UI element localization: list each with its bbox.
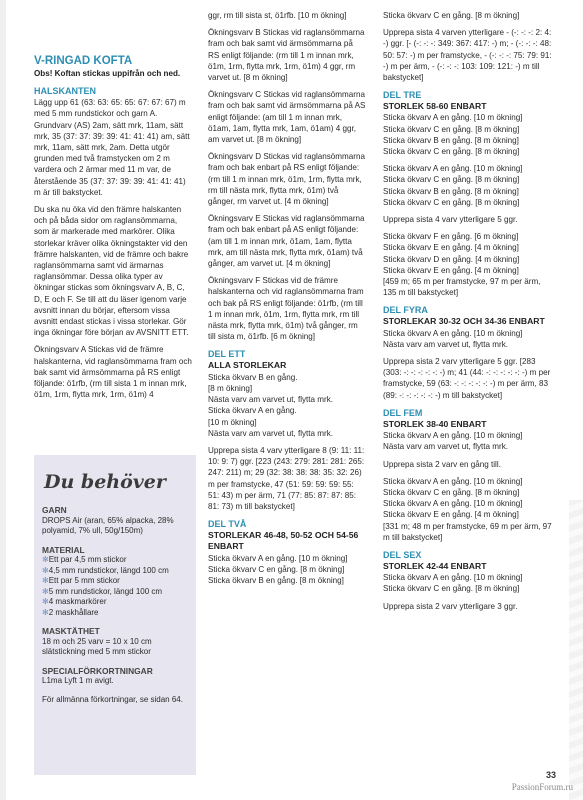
column-2 — [208, 10, 366, 586]
list-item: Sticka ökvarv A en gång. — [208, 406, 297, 416]
list-item: ✻Ett par 5 mm stickor — [42, 576, 120, 585]
list-item: Sticka ökvarv A en gång. [10 m ökning] — [383, 328, 523, 338]
list-item: Sticka ökvarv D en gång. [4 m ökning] — [383, 254, 520, 264]
yarn-text: DROPS Air (aran, 65% alpacka, 28% polyamid, 7% ull, 50g/150m) — [42, 515, 174, 535]
sizes-del-sex: STORLEK 42-44 ENBART — [383, 560, 487, 571]
list-item: Sticka ökvarv A en gång. [10 m ökning] — [383, 431, 523, 441]
increase-e-text: Ökningsvarv E Stickas vid raglansömmarna fram och bak enbart på AS enligt följande: (am till 1 m innan mrk, ö1am, 1am, flytta mrk, am till nästa mrk, flytta mrk, ö1am) två gånger, am varvet ut. [4 m ökning] — [208, 214, 365, 269]
list-item: Sticka ökvarv C en gång. [8 m ökning] — [383, 197, 520, 207]
material-list — [42, 555, 188, 618]
list-item: Sticka ökvarv A en gång. [10 m ökning] — [383, 476, 523, 486]
obs-note: Obs! Koftan stickas uppifrån och ned. — [34, 69, 181, 78]
repeat-text-ett: Upprepa sista 4 varv ytterligare 8 (9: 11: 11: 10: 9: 7) ggr. [223 (243: 279: 281: 281: 265: 247: 211) m; 29 (32: 38: 38: 38: 35: 32: 26) m per framstycke, 47 (51: 59: 59: 59: 55: 51: 43) m per ärm, 71 (77: 85: 87: 87: 85: 81: 73) m till bakstycket] — [208, 445, 365, 511]
repeat-text-tre: Upprepa sista 4 varv ytterligare 5 ggr. — [383, 215, 518, 225]
increase-intro-text: Du ska nu öka vid den främre halskanten och på båda sidor om raglansömmarna, som är markerade med markörer. Olika storlekar kräver olika ökningstakter vid den främre halskanten, vid de främre och bakre raglansömmarna samt vid ärmarnas raglansömmar. Dessa olika typer av ökningar stickas som ökningsvarv A, B, C, D, E och F. Se till att du läser igenom varje avsnitt innan du börjar, eftersom vissa avsnitt endast stickas i vissa storlekar. Gör inga ökningar före början av AVSNITT ETT. — [34, 205, 189, 338]
list-item: Sticka ökvarv C en gång. [8 m ökning] — [383, 487, 520, 497]
repeat-text-sex: Upprepa sista 2 varv ytterligare 3 ggr. — [383, 601, 518, 611]
increase-f-text: Ökningsvarv F Stickas vid de främre halskanterna och vid raglansömmarna fram och bak på RS enligt följande: ö1rfb, (rm till 1 m innan mrk, ö1m, 1rm, flytta mrk, rm till nästa mrk, flytta mrk, ö1m) två gånger, rm till sista m, ö1rfb. [6 m ökning] — [208, 276, 364, 342]
sizes-del-fem: STORLEK 38-40 ENBART — [383, 418, 487, 429]
list-item: Nästa varv am varvet ut, flytta mrk. — [383, 339, 509, 349]
increase-b-text: Ökningsvarv B Stickas vid raglansömmarna fram och bak samt vid ärmsömmarna på RS enligt följande: (rm till 1 m innan mrk, ö1m, 1rm, flytta mrk, 1rm, ö1m) 4 ggr, rm varvet ut. [8 m ökning] — [208, 28, 365, 83]
list-item: ✻Ett par 4,5 mm stickor — [42, 555, 127, 564]
list-item: ✻5 mm rundstickor, längd 100 cm — [42, 586, 163, 596]
bullet-icon: ✻ — [42, 565, 49, 575]
materials-box-title: Du behöver — [44, 471, 166, 493]
list-item: Sticka ökvarv C en gång. [8 m ökning] — [383, 584, 520, 594]
list-item: Sticka ökvarv C en gång. [8 m ökning] — [208, 564, 345, 574]
total-text-tre: [459 m; 65 m per framstycke, 97 m per ärm, 135 m till bakstycket] — [383, 277, 541, 298]
list-item: Sticka ökvarv E en gång. [4 m ökning] — [383, 265, 519, 275]
list-item: [10 m ökning] — [208, 417, 257, 427]
list-item: Sticka ökvarv C en gång. [8 m ökning] — [383, 175, 520, 185]
gauge-text: 18 m och 25 varv = 10 x 10 cm slätstickning med 5 mm stickor — [42, 636, 152, 656]
heading-del-tre: DEL TRE — [383, 90, 422, 101]
heading-del-fem: DEL FEM — [383, 407, 423, 418]
list-item: Sticka ökvarv B en gång. [8 m ökning] — [208, 575, 344, 585]
list-item: Sticka ökvarv A en gång. [10 m ökning] — [208, 553, 348, 563]
repeat-text-fyra: Upprepa sista 2 varv ytterligare 5 ggr. [283 (303: -: -: -: -: -: -) m; 41 (44: -: -: -: -: -: -) m per framstycke, 59 (63: -: -: -: -: -: -) m per ärm, 83 (89: -: -: -: -: -: -) m till bakstycket] — [383, 357, 551, 400]
list-item: Sticka ökvarv C en gång. [8 m ökning] — [383, 124, 520, 134]
foundation-row-text: Grundvarv (AS) 2am, sätt mrk, 11am, sätt mrk, 35 (37: 37: 39: 39: 41: 41: 41) am, sätt mrk, 11am, sätt mrk, 2am. Detta utgör grunden med två framstycken om 2 m vardera och 2 ärmar med 11 m var, de återstående 35 (37: 37: 39: 39: 41: 41: 41) m är till bakstycket. — [34, 120, 190, 197]
cast-on-text: Lägg upp 61 (63: 63: 65: 65: 67: 67: 67) m med 5 mm rundstickor och garn A. — [34, 98, 186, 119]
heading-del-fyra: DEL FYRA — [383, 305, 428, 316]
sizes-del-tre: STORLEK 58-60 ENBART — [383, 101, 487, 112]
list-item: Nästa varv am varvet ut, flytta mrk. — [383, 442, 509, 452]
list-item: Sticka ökvarv C en gång. [8 m ökning] — [383, 147, 520, 157]
pattern-title: V-RINGAD KOFTA — [34, 55, 133, 67]
repeat-text-fem: Upprepa sista 2 varv en gång till. — [383, 459, 501, 469]
heading-del-tva: DEL TVÅ — [208, 519, 247, 530]
list-item: Sticka ökvarv A en gång. [10 m ökning] — [383, 164, 523, 174]
list-item: Sticka ökvarv A en gång. [10 m ökning] — [383, 499, 523, 509]
list-item: Sticka ökvarv E en gång. [4 m ökning] — [383, 243, 519, 253]
list-item: [8 m ökning] — [208, 383, 253, 393]
gauge-heading: MASKTÄTHET — [42, 626, 100, 636]
list-item: ✻2 maskhållare — [42, 607, 99, 617]
increase-c-text: Ökningsvarv C Stickas vid raglansömmarna fram och bak samt vid ärmsömmarna på AS enligt följande: (am till 1 m innan mrk, ö1am, 1am, flytta mrk, 1am, ö1am) 4 ggr, am varvet ut. [8 m ökning] — [208, 90, 366, 145]
bullet-icon: ✻ — [42, 555, 49, 564]
list-item: Nästa varv am varvet ut, flytta mrk. — [208, 395, 334, 405]
material-heading: MATERIAL — [42, 544, 85, 555]
heading-del-sex: DEL SEX — [383, 549, 422, 560]
knit-texture-decoration — [569, 500, 583, 800]
list-item: Sticka ökvarv A en gång. [10 m ökning] — [383, 113, 523, 123]
increase-d-text: Ökningsvarv D Stickas vid raglansömmarna fram och bak enbart på RS enligt följande: (rm till 1 m innan mrk, ö1m, 1rm, flytta mrk, rm till nästa mrk, flytta mrk, ö1m) två gånger, rm varvet ut. [4 m ökning] — [208, 152, 365, 207]
sizes-del-ett: ALLA STORLEKAR — [208, 360, 287, 371]
sizes-del-tva: STORLEKAR 46-48, 50-52 OCH 54-56 ENBART — [208, 530, 359, 552]
heading-halskanten: HALSKANTEN — [34, 86, 96, 97]
list-item: Nästa varv am varvet ut, flytta mrk. — [208, 428, 334, 438]
list-item: Sticka ökvarv B en gång. — [208, 372, 298, 382]
sizes-del-fyra: STORLEKAR 30-32 OCH 34-36 ENBART — [383, 316, 545, 327]
list-item: Sticka ökvarv B en gång. [8 m ökning] — [383, 186, 519, 196]
left-margin-stripe — [0, 0, 6, 800]
list-item: Sticka ökvarv A en gång. [10 m ökning] — [383, 573, 523, 583]
column-1 — [34, 10, 194, 406]
list-item: ✻4 maskmarkörer — [42, 597, 107, 606]
yarn-heading: GARN — [42, 505, 67, 515]
materials-box — [34, 455, 196, 775]
column-3 — [383, 10, 553, 618]
increase-a-end: ggr, rm till sista st, ö1rfb. [10 m ökning] — [208, 11, 347, 20]
bullet-icon: ✻ — [42, 586, 49, 596]
page-number: 33 — [545, 770, 556, 780]
total-text-fem: [331 m; 48 m per framstycke, 69 m per ärm, 97 m till bakstycket] — [383, 521, 552, 542]
list-item: Sticka ökvarv B en gång. [8 m ökning] — [383, 135, 519, 145]
list-item: Sticka ökvarv F en gång. [6 m ökning] — [383, 232, 519, 242]
heading-del-ett: DEL ETT — [208, 349, 246, 360]
general-abbreviations-note: För allmänna förkortningar, se sidan 64. — [42, 694, 183, 704]
list-item: Sticka ökvarv C en gång. [8 m ökning] — [383, 11, 520, 20]
list-item: Sticka ökvarv E en gång. [4 m ökning] — [383, 510, 519, 520]
abbreviations-text: L1ma Lyft 1 m avigt. — [42, 676, 114, 685]
bullet-icon: ✻ — [42, 597, 49, 606]
bullet-icon: ✻ — [42, 576, 49, 585]
increase-a-text: Ökningsvarv A Stickas vid de främre halskanterna, vid raglansömmarna fram och bak samt vid ärmsömmarna på RS enligt följande: ö1rfb, (rm till sista 1 m innan mrk, ö1m, 1rm, flytta mrk, 1rm, ö1m) 4 — [34, 345, 192, 400]
list-item: ✻4,5 mm rundstickor, längd 100 cm — [42, 565, 169, 575]
repeat-text-tva: Upprepa sista 4 varven ytterligare - (-: -: -: 2: 4: -) ggr. [- (-: -: -: 349: 367: 417: -) m; - (-: -: -: 48: 50: 57: -) m per framstycke, - (-: -: -: 75: 79: 91: -) m per ärm, - (-: -: -: 103: 109: 121: -) m till bakstycket] — [383, 28, 552, 83]
bullet-icon: ✻ — [42, 607, 49, 617]
abbreviations-heading: SPECIALFÖRKORTNINGAR — [42, 665, 153, 676]
watermark: PassionForum.ru — [511, 782, 573, 792]
